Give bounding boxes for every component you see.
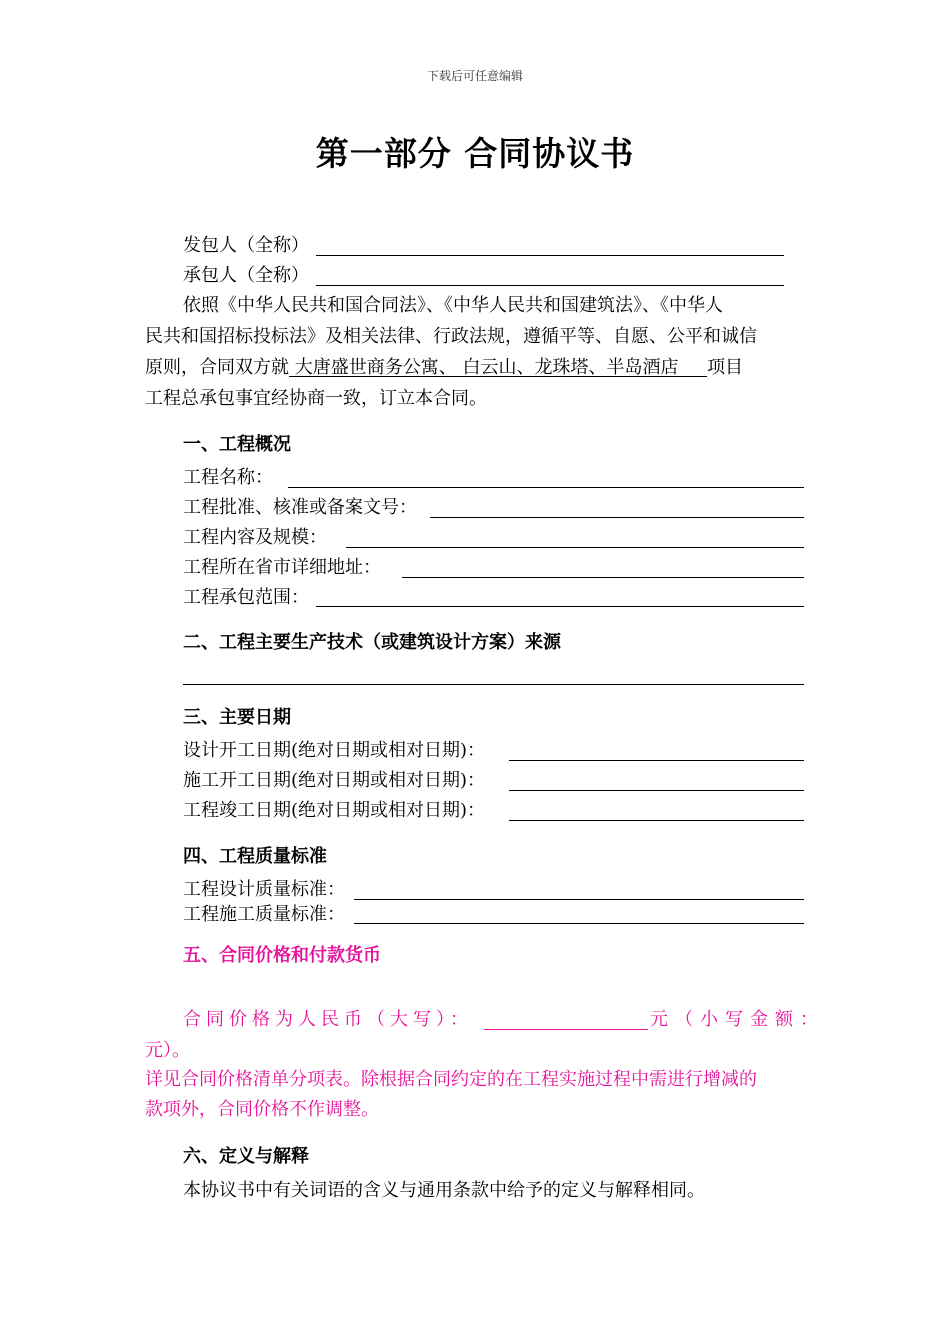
- preamble-line-1: 依照《中华人民共和国合同法》、《中华人民共和国建筑法》、《中华人: [183, 295, 723, 316]
- construction-quality-field[interactable]: [354, 923, 804, 924]
- design-start-field[interactable]: [509, 760, 804, 761]
- section-2-heading: 二、工程主要生产技术（或建筑设计方案）来源: [183, 632, 561, 653]
- design-start-label: 设计开工日期(绝对日期或相对日期)：: [183, 740, 486, 761]
- price-words-field[interactable]: [484, 1029, 648, 1030]
- project-address-field[interactable]: [402, 577, 804, 578]
- construction-start-label: 施工开工日期(绝对日期或相对日期)：: [183, 770, 486, 791]
- employer-name-field[interactable]: [316, 255, 784, 256]
- employer-label: 发包人（全称）: [183, 235, 309, 256]
- contract-range-field[interactable]: [316, 606, 804, 607]
- price-label: 合同价格为人民币（大写）：: [183, 1009, 473, 1030]
- completion-date-field[interactable]: [509, 820, 804, 821]
- document-title: 第一部分 合同协议书: [315, 134, 635, 173]
- project-name: 大唐盛世商务公寓、 白云山、龙珠塔、半岛酒店: [289, 357, 708, 378]
- preamble-line-3: [145, 356, 743, 380]
- project-scope-label: 工程内容及规模：: [183, 527, 327, 548]
- approval-number-label: 工程批准、核准或备案文号：: [183, 497, 417, 518]
- preamble-line-4: 工程总承包事宜经协商一致，订立本合同。: [145, 388, 487, 409]
- page-header: 下载后可任意编辑: [426, 69, 523, 83]
- contractor-label: 承包人（全称）: [183, 265, 309, 286]
- design-quality-field[interactable]: [354, 899, 804, 900]
- section-1-heading: 一、工程概况: [183, 434, 291, 455]
- project-scope-field[interactable]: [346, 547, 804, 548]
- construction-start-field[interactable]: [509, 790, 804, 791]
- definitions-text: 本协议书中有关词语的含义与通用条款中给予的定义与解释相同。: [183, 1180, 705, 1201]
- yuan-label: 元（小写金额：: [650, 1009, 825, 1030]
- section-3-heading: 三、主要日期: [183, 707, 291, 728]
- project-address-label: 工程所在省市详细地址：: [183, 557, 381, 578]
- completion-date-label: 工程竣工日期(绝对日期或相对日期)：: [183, 800, 486, 821]
- preamble-line-3-suffix: 项目: [707, 357, 744, 378]
- technology-source-field[interactable]: [183, 684, 804, 685]
- price-detail-line-1: 详见合同价格清单分项表。除根据合同约定的在工程实施过程中需进行增减的: [145, 1069, 757, 1090]
- project-name-field[interactable]: [288, 487, 804, 488]
- section-5-heading: 五、合同价格和付款货币: [183, 945, 381, 966]
- design-quality-label: 工程设计质量标准：: [183, 879, 345, 900]
- approval-number-field[interactable]: [430, 517, 804, 518]
- contract-range-label: 工程承包范围：: [183, 587, 309, 608]
- yuan-end: 元）。: [145, 1040, 190, 1061]
- preamble-line-2: 民共和国招标投标法》及相关法律、行政法规，遵循平等、自愿、公平和诚信: [145, 326, 757, 347]
- contractor-name-field[interactable]: [316, 285, 784, 286]
- section-6-heading: 六、定义与解释: [183, 1146, 309, 1167]
- preamble-line-3-prefix: 原则，合同双方就: [145, 357, 289, 378]
- construction-quality-label: 工程施工质量标准：: [183, 904, 345, 925]
- section-4-heading: 四、工程质量标准: [183, 846, 327, 867]
- price-detail-line-2: 款项外，合同价格不作调整。: [145, 1099, 379, 1120]
- project-name-label: 工程名称：: [183, 467, 273, 488]
